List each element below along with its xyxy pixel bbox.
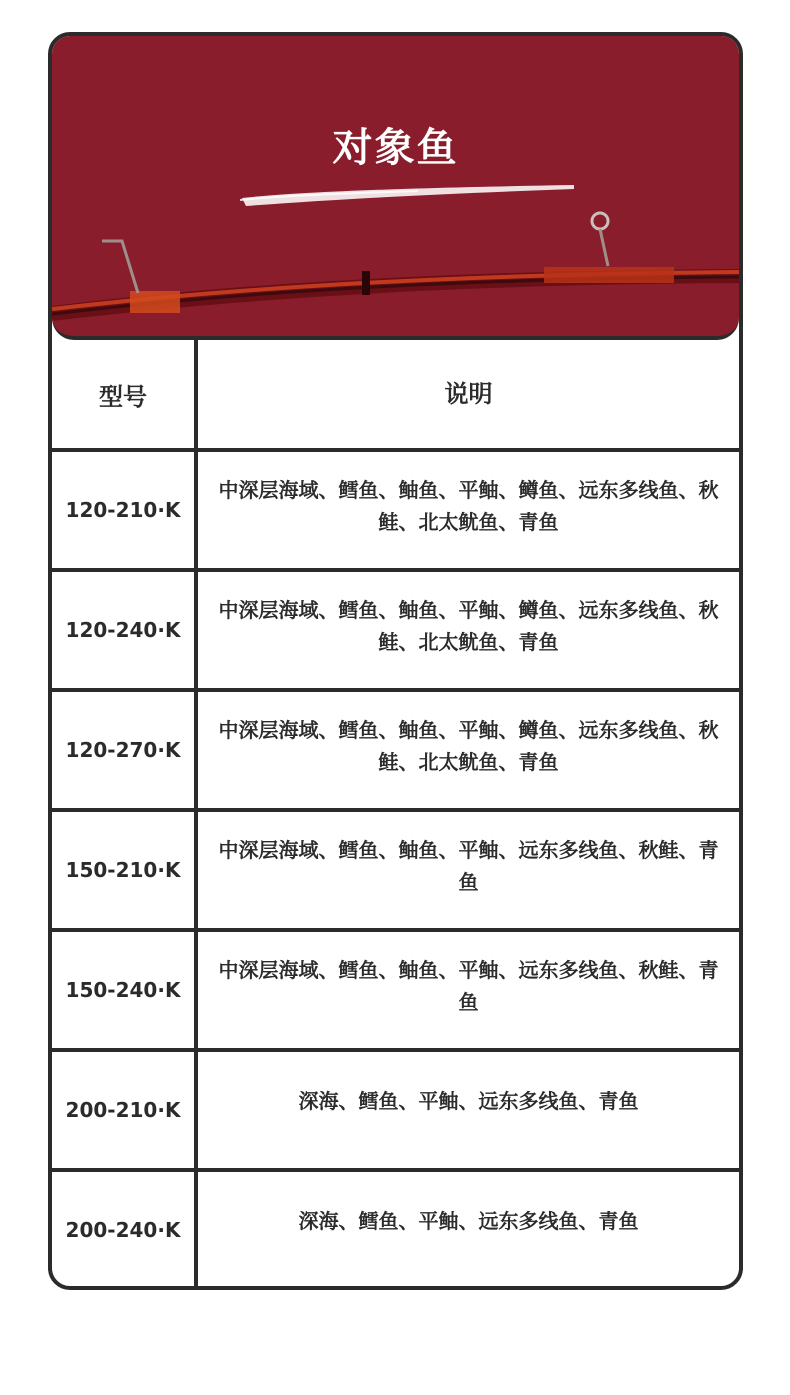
target-fish-card xyxy=(48,32,743,1290)
header-model: 型号 xyxy=(52,340,198,448)
brush-stroke-decoration xyxy=(238,182,578,208)
description-cell: 中深层海域、鳕鱼、鲉鱼、平鲉、远东多线鱼、秋鲑、青鱼 xyxy=(218,958,719,1014)
description-cell: 中深层海域、鳕鱼、鲉鱼、平鲉、远东多线鱼、秋鲑、青鱼 xyxy=(218,838,719,894)
description-cell: 中深层海域、鳕鱼、鲉鱼、平鲉、鳟鱼、远东多线鱼、秋鲑、北太鱿鱼、青鱼 xyxy=(218,718,719,774)
description-cell: 深海、鳕鱼、平鲉、远东多线鱼、青鱼 xyxy=(298,1209,639,1233)
banner xyxy=(52,36,739,340)
table-header-row xyxy=(52,340,739,452)
header-description: 说明 xyxy=(444,380,493,408)
table-row xyxy=(52,1052,739,1172)
model-cell: 150-210·K xyxy=(52,812,198,928)
table-row xyxy=(52,812,739,932)
description-cell: 深海、鳕鱼、平鲉、远东多线鱼、青鱼 xyxy=(298,1089,639,1113)
model-cell: 120-240·K xyxy=(52,572,198,688)
model-cell: 120-210·K xyxy=(52,452,198,568)
model-cell: 200-240·K xyxy=(52,1172,198,1288)
banner-title: 对象鱼 xyxy=(332,125,459,171)
fishing-rod-image xyxy=(52,211,739,336)
model-cell: 150-240·K xyxy=(52,932,198,1048)
description-cell: 中深层海域、鳕鱼、鲉鱼、平鲉、鳟鱼、远东多线鱼、秋鲑、北太鱿鱼、青鱼 xyxy=(218,598,719,654)
table-row xyxy=(52,452,739,572)
model-cell: 200-210·K xyxy=(52,1052,198,1168)
target-fish-table xyxy=(52,340,739,1288)
table-row xyxy=(52,932,739,1052)
description-cell: 中深层海域、鳕鱼、鲉鱼、平鲉、鳟鱼、远东多线鱼、秋鲑、北太鱿鱼、青鱼 xyxy=(218,478,719,534)
table-row xyxy=(52,692,739,812)
model-cell: 120-270·K xyxy=(52,692,198,808)
table-row xyxy=(52,572,739,692)
table-row xyxy=(52,1172,739,1288)
